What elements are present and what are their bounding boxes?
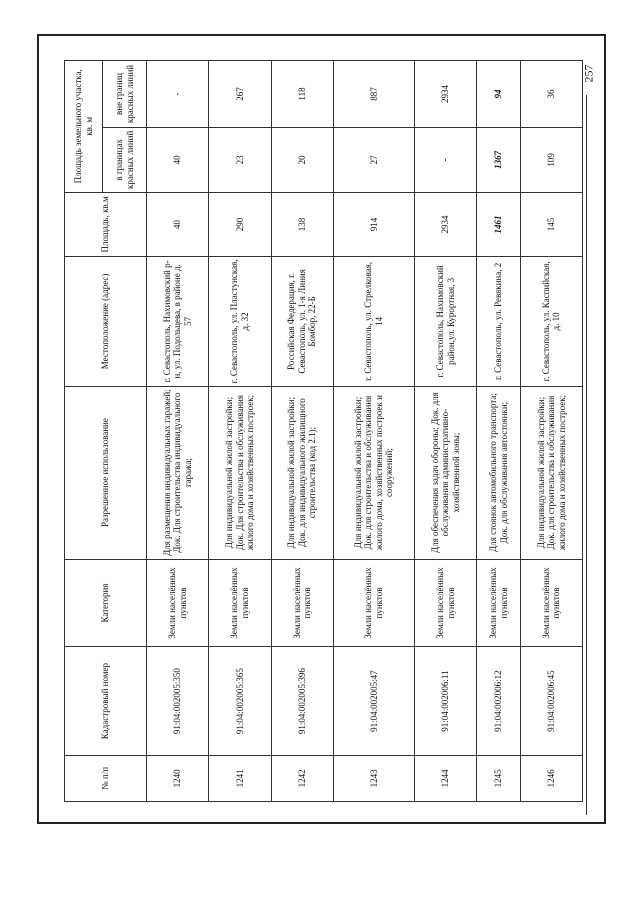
area-inside-red: 20 (271, 128, 333, 193)
area: 1461 (477, 192, 520, 257)
usage: Для стоянок автомобильного транспорта; Док. для обслуживания автостоянки; (477, 386, 520, 559)
row-num: 1242 (271, 755, 333, 801)
category: Земли населённых пунктов (209, 559, 271, 647)
location: г. Севастополь, Нахимовский район,ул. Курортная, 3 (415, 257, 477, 386)
header-location: Местоположение (адрес) (65, 257, 147, 386)
cadastral-number: 91:04:002006:12 (477, 647, 520, 755)
row-num: 1244 (415, 755, 477, 801)
category: Земли населённых пунктов (520, 559, 582, 647)
row-num: 1243 (333, 755, 414, 801)
cadastral-number: 91:04:002006:11 (415, 647, 477, 755)
category: Земли населённых пунктов (147, 559, 209, 647)
row-num: 1245 (477, 755, 520, 801)
area-inside-red: 27 (333, 128, 414, 193)
table-row (271, 61, 333, 802)
table-row (147, 61, 209, 802)
location: г. Севастополь, ул. Стрелковая, 14 (333, 257, 414, 386)
header-category: Категория (65, 559, 147, 647)
header-area: Площадь, кв.м (65, 192, 147, 257)
area: 145 (520, 192, 582, 257)
area-inside-red: 40 (147, 128, 209, 193)
page-number: 257 (581, 64, 596, 83)
row-num: 1246 (520, 755, 582, 801)
area-outside-red: 36 (520, 61, 582, 128)
table-row (415, 61, 477, 802)
table-row (333, 61, 414, 802)
area-inside-red: 23 (209, 128, 271, 193)
table-row (209, 61, 271, 802)
area-outside-red: 887 (333, 61, 414, 128)
usage: Для обеспечения задач обороны; Док. для обслуживания административно-хозяйственной зоны; (415, 386, 477, 559)
area-inside-red: - (415, 128, 477, 193)
header-usage: Разрешенное использование (65, 386, 147, 559)
area-outside-red: 267 (209, 61, 271, 128)
header-cadastral: Кадастровый номер (65, 647, 147, 755)
header-num: № п/п (65, 755, 147, 801)
area: 914 (333, 192, 414, 257)
area-outside-red: - (147, 61, 209, 128)
header-land-area: Площадь земельного участка, кв. м (65, 61, 103, 193)
usage: Для размещения индивидуальных гаражей; Док. Для строительства индивидуального гаража; (147, 386, 209, 559)
table-row (477, 61, 520, 802)
area: 290 (209, 192, 271, 257)
usage: Для индивидуальной жилой застройки; Док. Для строительства и обслуживания жилого дома и хозяйственных построек; (209, 386, 271, 559)
area-inside-red: 1367 (477, 128, 520, 193)
land-plots-table-container (64, 60, 583, 802)
location: г. Севастополь, ул. Пластунская, д. 32 (209, 257, 271, 386)
area-outside-red: 2934 (415, 61, 477, 128)
location: г. Севастополь, ул. Каспийская, д. 10 (520, 257, 582, 386)
row-num: 1241 (209, 755, 271, 801)
area-outside-red: 118 (271, 61, 333, 128)
usage: Для индивидуальной жилой застройки; Док. для строительства и обслуживания жилого дома и хозяйственных построек; (520, 386, 582, 559)
cadastral-number: 91:04:002006:45 (520, 647, 582, 755)
usage: Для индивидуальной жилой застройки; Док. для строительства и обслуживания жилого дома, хозяйственных построек и сооружений; (333, 386, 414, 559)
category: Земли населённых пунктов (271, 559, 333, 647)
header-outside-red: вне границ красных линий (103, 61, 147, 128)
row-num: 1240 (147, 755, 209, 801)
location: Российская Федерация, г. Севастополь, ул. 1-я Линия Бомбор, 22-Б (271, 257, 333, 386)
area-outside-red: 94 (477, 61, 520, 128)
cadastral-number: 91:04:002005:365 (209, 647, 271, 755)
cadastral-number: 91:04:002005:47 (333, 647, 414, 755)
table-row (520, 61, 582, 802)
area: 2934 (415, 192, 477, 257)
area: 40 (147, 192, 209, 257)
category: Земли населённых пунктов (333, 559, 414, 647)
area: 138 (271, 192, 333, 257)
area-inside-red: 109 (520, 128, 582, 193)
category: Земли населённых пунктов (415, 559, 477, 647)
cadastral-number: 91:04:002005:350 (147, 647, 209, 755)
header-inside-red: в границах красных линий (103, 128, 147, 193)
usage: Для индивидуальной жилой застройки; Док. для индивидуального жилищного строительства (код 2.1); (271, 386, 333, 559)
land-plots-table (64, 60, 583, 802)
location: г. Севастополь, Нахимовский р-н, ул. Подольцева, в районе д. 57 (147, 257, 209, 386)
margin-rule (586, 95, 587, 815)
category: Земли населённых пунктов (477, 559, 520, 647)
cadastral-number: 91:04:002005:396 (271, 647, 333, 755)
location: г. Севастополь, ул. Ревякина, 2 (477, 257, 520, 386)
